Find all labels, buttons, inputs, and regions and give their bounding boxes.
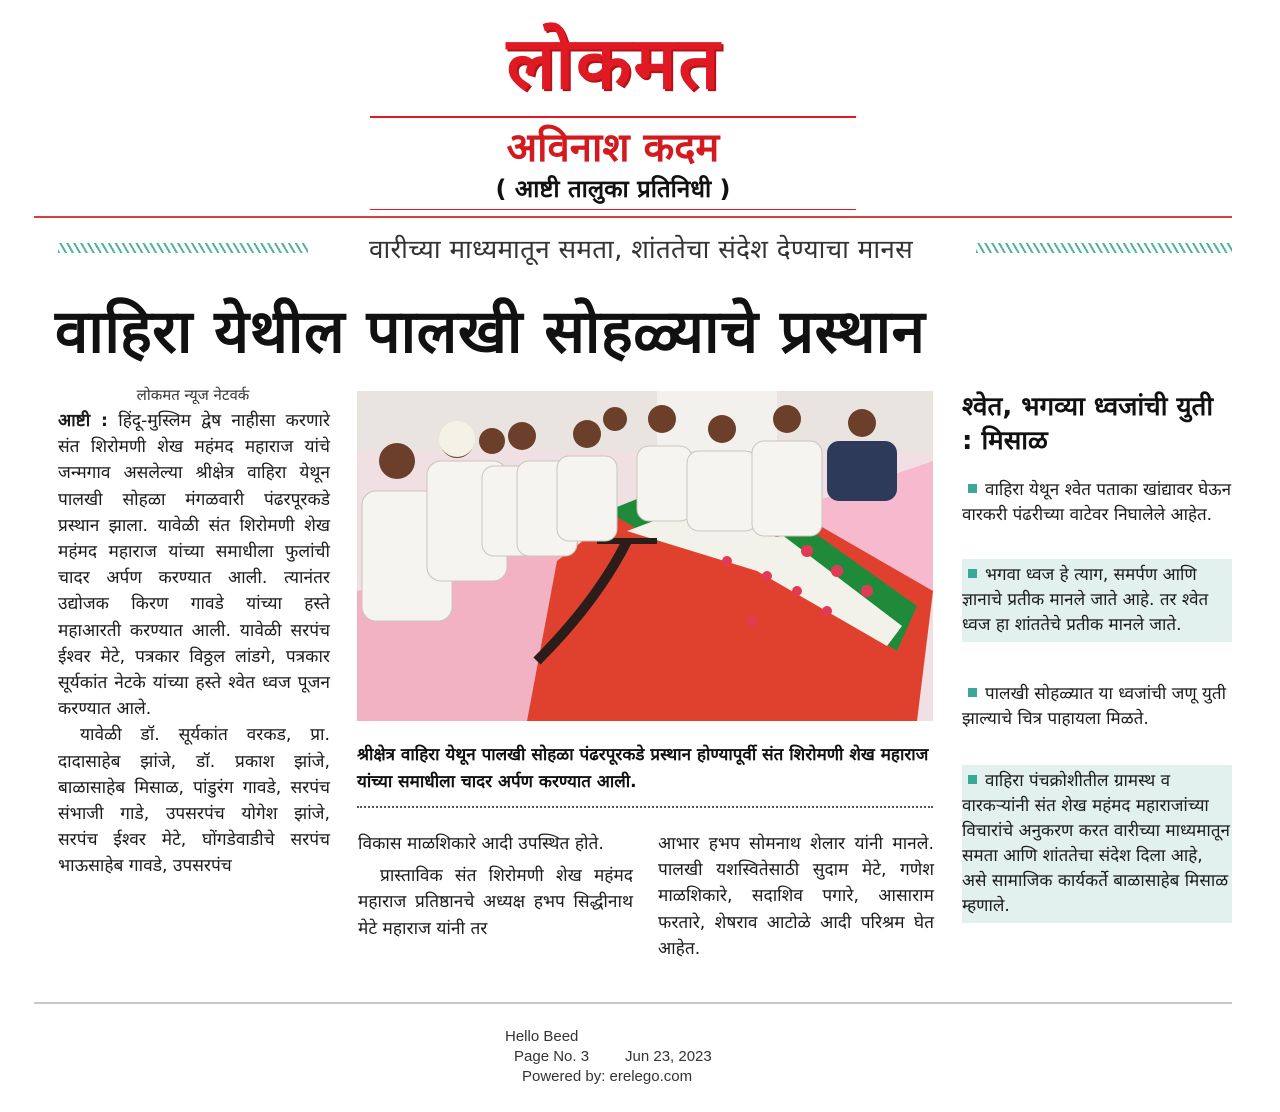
- footer-powered-by: Powered by: erelego.com: [522, 1068, 693, 1085]
- sidebar-item-text: पालखी सोहळ्यात या ध्वजांची जणू युती झाल्याचे चित्र पाहायला मिळते.: [962, 684, 1226, 729]
- square-bullet-icon: [968, 484, 977, 493]
- square-bullet-icon: [968, 688, 977, 697]
- paragraph: विकास माळशिकारे आदी उपस्थित होते.: [358, 834, 604, 854]
- sidebar-item-text: वाहिरा येथून श्वेत पताका खांद्यावर घेऊन वारकरी पंढरीच्या वाटेवर निघालेले आहेत.: [962, 480, 1232, 525]
- sidebar-item: [962, 474, 1232, 532]
- paragraph: आभार हभप सोमनाथ शेलार यांनी मानले. पालखी यशस्वितेसाठी सुदाम मेटे, गणेश माळशिकारे, सदाशिव पगारे, आसाराम फरतारे, शेषराव आटोळे आदी परिश्रम घेत आहेत.: [658, 834, 934, 959]
- page-top-rule: [34, 216, 1232, 218]
- sidebar-item: [962, 765, 1232, 923]
- photo-illustration: [357, 391, 933, 721]
- article-column-middle: [358, 831, 633, 942]
- sidebar-item: [962, 678, 1232, 736]
- article-column-left: [58, 408, 330, 880]
- square-bullet-icon: [968, 569, 977, 578]
- lokmat-logo: लोकमत: [506, 20, 722, 105]
- kicker-hatch-left: [58, 243, 308, 253]
- reporter-name: अविनाश कदम: [506, 124, 720, 171]
- sidebar-item-text: भगवा ध्वज हे त्याग, समर्पण आणि ज्ञानाचे प्रतीक मानले जाते आहे. तर श्वेत ध्वज हा शांततेचे प्रतीक मानले जाते.: [962, 565, 1209, 635]
- dotted-separator: [357, 806, 933, 808]
- kicker-hatch-right: [976, 243, 1232, 253]
- article-photo: [357, 391, 933, 721]
- paragraph: हिंदू-मुस्लिम द्वेष नाहीसा करणारे संत शिरोमणी शेख महंमद महाराज यांचे जन्मगाव असलेल्या श्रीक्षेत्र वाहिरा येथून पालखी सोहळा मंगळवारी पंढरपूरकडे प्रस्थान झाला. यावेळी संत शिरोमणी शेख महंमद महाराज यांच्या समाधीला फुलांची चादर अर्पण करण्यात आली. त्यानंतर उद्योजक किरण गावडे यांच्या हस्ते महाआरती करण्यात आली. यावेळी सरपंच ईश्वर मेटे, पत्रकार विठ्ठल लांडगे, पत्रकार सूर्यकांत नेटके यांच्या हस्ते श्वेत ध्वज पूजन करण्यात आले.: [58, 411, 330, 720]
- footer-publication: Hello Beed: [505, 1028, 579, 1045]
- article-kicker: वारीच्या माध्यमातून समता, शांततेचा संदेश देण्याचा मानस: [369, 235, 913, 265]
- byline: लोकमत न्यूज नेटवर्क: [136, 386, 250, 404]
- dateline: आष्टी :: [58, 411, 108, 431]
- paragraph: प्रास्ताविक संत शिरोमणी शेख महंमद महाराज प्रतिष्ठानचे अध्यक्ष हभप सिद्धीनाथ मेटे महाराज यांनी तर: [358, 866, 633, 939]
- sidebar-heading: श्वेत, भगव्या ध्वजांची युती : मिसाळ: [962, 392, 1214, 456]
- footer-rule: [34, 1002, 1232, 1004]
- footer-date: Jun 23, 2023: [625, 1048, 712, 1065]
- paragraph: यावेळी डॉ. सूर्यकांत वरकड, प्रा. दादासाहेब झांजे, डॉ. प्रकाश झांजे, बाळासाहेब मिसाळ, पांडुरंग गावडे, सरपंच संभाजी गाडे, उपसरपंच योगेश झांजे, सरपंच ईश्वर मेटे, घोंगडेवाडीचे सरपंच भाऊसाहेब गावडे, उपसरपंच: [58, 725, 330, 877]
- square-bullet-icon: [968, 775, 977, 784]
- sidebar-item-text: वाहिरा पंचक्रोशीतील ग्रामस्थ व वारकऱ्यांनी संत शेख महंमद महाराजांच्या विचारांचे अनुकरण करत वारीच्या माध्यमातून समता आणि शांततेचा संदेश दिला आहे, असे सामाजिक कार्यकर्ते बाळासाहेब मिसाळ म्हणाले.: [962, 771, 1230, 916]
- footer-page-number: Page No. 3: [514, 1048, 590, 1065]
- article-column-right: [658, 831, 934, 962]
- sidebar-item: [962, 559, 1232, 642]
- photo-caption: श्रीक्षेत्र वाहिरा येथून पालखी सोहळा पंढरपूरकडे प्रस्थान होण्यापूर्वी संत शिरोमणी शेख महाराज यांच्या समाधीला चादर अर्पण करण्यात आली.: [357, 745, 929, 792]
- article-headline: वाहिरा येथील पालखी सोहळ्याचे प्रस्थान: [55, 297, 926, 367]
- masthead-divider-bottom: [370, 209, 856, 210]
- reporter-role: ( आष्टी तालुका प्रतिनिधी ): [495, 175, 731, 203]
